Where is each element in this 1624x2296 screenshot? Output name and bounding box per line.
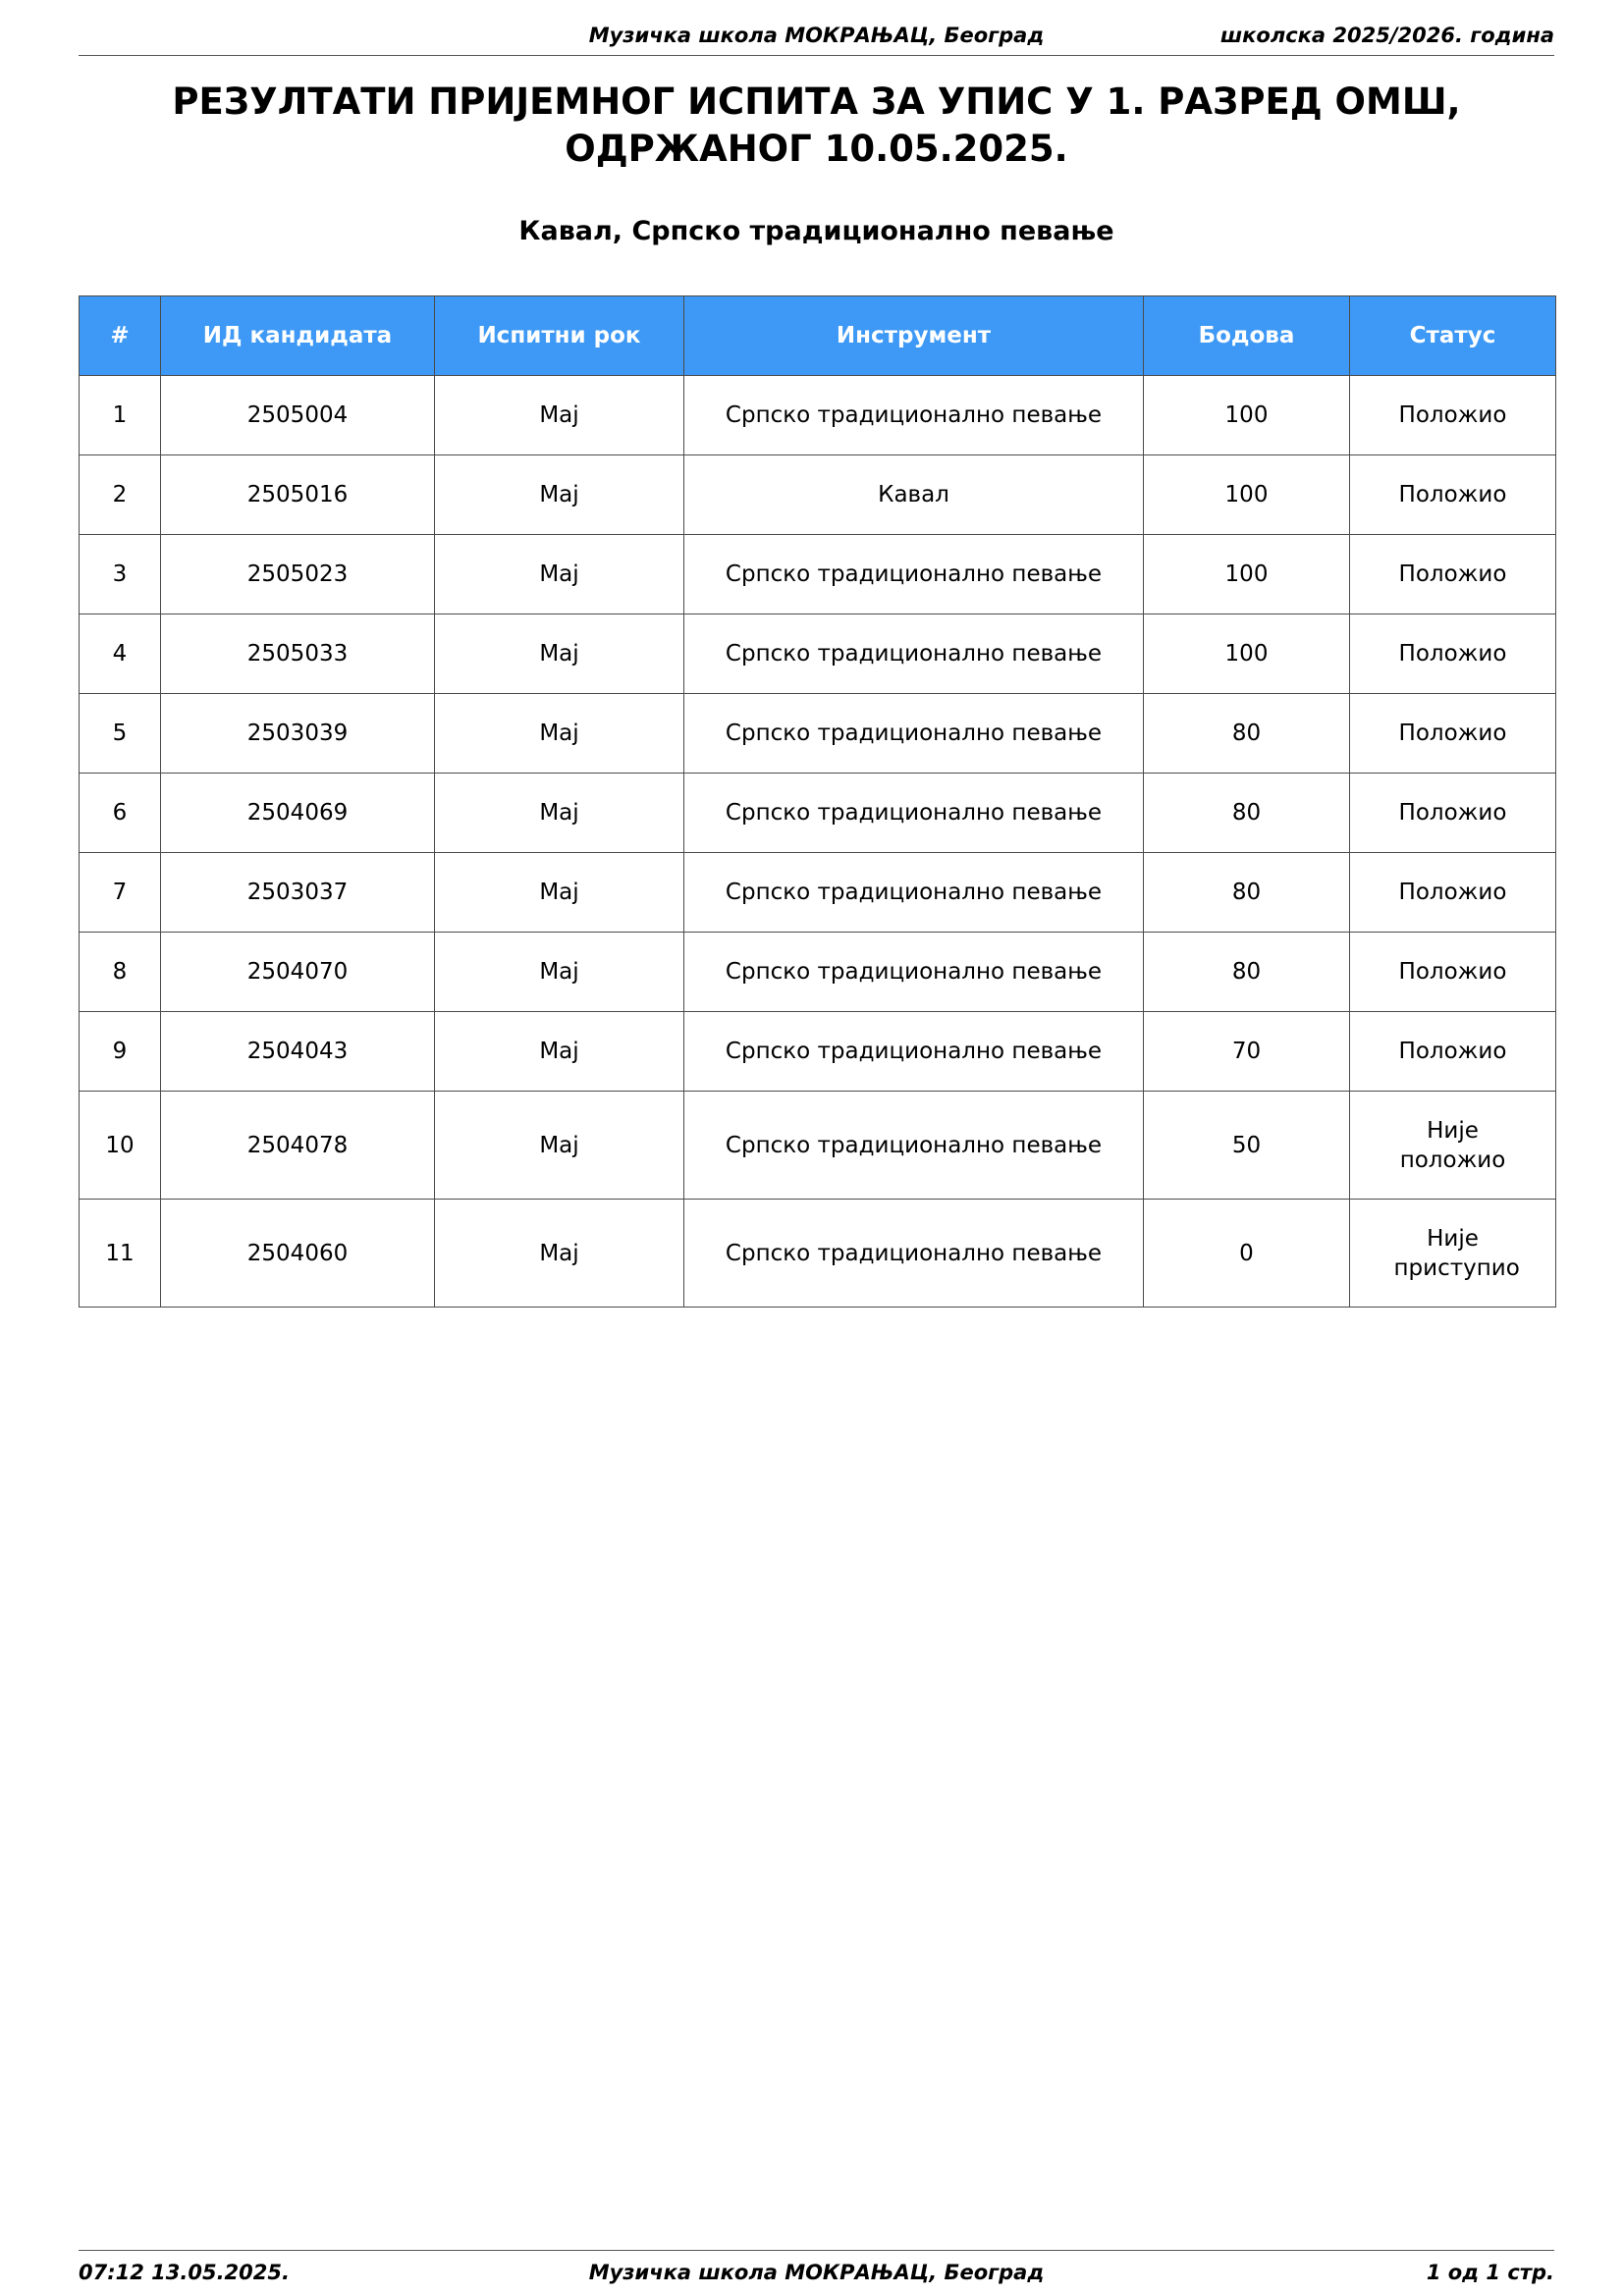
table-row	[80, 774, 1556, 853]
table-row	[80, 614, 1556, 694]
cell-status	[1350, 614, 1556, 694]
status-text: Није приступио	[1393, 1225, 1520, 1281]
status-text: Положио	[1398, 880, 1507, 905]
column-header-number: #	[80, 296, 161, 376]
cell-candidate-id: 2504060	[161, 1200, 435, 1308]
column-header-points: Бодова	[1144, 296, 1350, 376]
status-text: Положио	[1398, 800, 1507, 826]
status-text: Положио	[1398, 721, 1507, 746]
cell-exam-term: Мај	[435, 933, 684, 1012]
cell-instrument: Српско традиционално певање	[684, 376, 1144, 455]
document-title: РЕЗУЛТАТИ ПРИЈЕМНОГ ИСПИТА ЗА УПИС У 1. РАЗРЕД ОМШ, ОДРЖАНОГ 10.05.2025.	[172, 80, 1461, 170]
table-row	[80, 455, 1556, 535]
cell-candidate-id: 2505033	[161, 614, 435, 694]
cell-instrument: Српско традиционално певање	[684, 614, 1144, 694]
cell-number: 4	[80, 614, 161, 694]
cell-number: 11	[80, 1200, 161, 1308]
cell-exam-term: Мај	[435, 376, 684, 455]
cell-number: 1	[80, 376, 161, 455]
cell-status	[1350, 455, 1556, 535]
cell-points: 100	[1144, 376, 1350, 455]
cell-exam-term: Мај	[435, 1092, 684, 1200]
cell-points: 100	[1144, 535, 1350, 614]
cell-candidate-id: 2505004	[161, 376, 435, 455]
table-row	[80, 694, 1556, 774]
cell-instrument: Кавал	[684, 455, 1144, 535]
cell-points: 50	[1144, 1092, 1350, 1200]
footer-school-name: Музичка школа МОКРАЊАЦ, Београд	[588, 2261, 1045, 2284]
cell-exam-term: Мај	[435, 535, 684, 614]
table-header-row	[80, 296, 1556, 376]
table-row	[80, 853, 1556, 933]
footer-timestamp: 07:12 13.05.2025.	[79, 2261, 290, 2284]
cell-exam-term: Мај	[435, 614, 684, 694]
cell-points: 80	[1144, 694, 1350, 774]
cell-candidate-id: 2504070	[161, 933, 435, 1012]
cell-candidate-id: 2505016	[161, 455, 435, 535]
cell-instrument: Српско традиционално певање	[684, 535, 1144, 614]
cell-instrument: Српско традиционално певање	[684, 1092, 1144, 1200]
column-header-status: Статус	[1350, 296, 1556, 376]
table-row	[80, 1200, 1556, 1308]
cell-exam-term: Мај	[435, 455, 684, 535]
cell-number: 5	[80, 694, 161, 774]
status-text: Није положио	[1399, 1117, 1506, 1173]
cell-instrument: Српско традиционално певање	[684, 774, 1144, 853]
cell-number: 8	[80, 933, 161, 1012]
cell-candidate-id: 2504043	[161, 1012, 435, 1092]
cell-candidate-id: 2503039	[161, 694, 435, 774]
header-school-name: Музичка школа МОКРАЊАЦ, Београд	[588, 24, 1045, 47]
cell-exam-term: Мај	[435, 1200, 684, 1308]
page-header	[79, 22, 1554, 56]
cell-status	[1350, 853, 1556, 933]
status-text: Положио	[1398, 482, 1507, 507]
cell-status	[1350, 1092, 1556, 1200]
cell-status	[1350, 694, 1556, 774]
cell-exam-term: Мај	[435, 853, 684, 933]
cell-number: 7	[80, 853, 161, 933]
cell-candidate-id: 2503037	[161, 853, 435, 933]
cell-instrument: Српско традиционално певање	[684, 1012, 1144, 1092]
cell-status	[1350, 1200, 1556, 1308]
table-row	[80, 535, 1556, 614]
cell-exam-term: Мај	[435, 774, 684, 853]
status-text: Положио	[1398, 561, 1507, 587]
cell-number: 2	[80, 455, 161, 535]
cell-status	[1350, 535, 1556, 614]
table-row	[80, 1092, 1556, 1200]
table-row	[80, 376, 1556, 455]
cell-points: 70	[1144, 1012, 1350, 1092]
table-row	[80, 933, 1556, 1012]
column-header-instrument: Инструмент	[684, 296, 1144, 376]
cell-status	[1350, 1012, 1556, 1092]
page-footer	[79, 2250, 1554, 2284]
cell-points: 0	[1144, 1200, 1350, 1308]
cell-points: 80	[1144, 774, 1350, 853]
document-subtitle: Кавал, Српско традиционално певање	[518, 216, 1114, 246]
cell-number: 3	[80, 535, 161, 614]
cell-number: 6	[80, 774, 161, 853]
header-school-year: школска 2025/2026. година	[1219, 24, 1554, 47]
cell-candidate-id: 2505023	[161, 535, 435, 614]
cell-candidate-id: 2504069	[161, 774, 435, 853]
status-text: Положио	[1398, 402, 1507, 428]
cell-points: 80	[1144, 933, 1350, 1012]
table-row	[80, 1012, 1556, 1092]
cell-points: 80	[1144, 853, 1350, 933]
status-text: Положио	[1398, 959, 1507, 985]
cell-instrument: Српско традиционално певање	[684, 694, 1144, 774]
column-header-exam-term: Испитни рок	[435, 296, 684, 376]
cell-number: 10	[80, 1092, 161, 1200]
cell-points: 100	[1144, 455, 1350, 535]
footer-page-number: 1 од 1 стр.	[1426, 2261, 1554, 2284]
cell-status	[1350, 774, 1556, 853]
cell-status	[1350, 933, 1556, 1012]
cell-points: 100	[1144, 614, 1350, 694]
cell-instrument: Српско традиционално певање	[684, 933, 1144, 1012]
results-table	[79, 295, 1556, 1308]
status-text: Положио	[1398, 641, 1507, 667]
cell-number: 9	[80, 1012, 161, 1092]
cell-exam-term: Мај	[435, 1012, 684, 1092]
results-table-body	[80, 376, 1556, 1308]
column-header-candidate-id: ИД кандидата	[161, 296, 435, 376]
status-text: Положио	[1398, 1039, 1507, 1064]
cell-instrument: Српско традиционално певање	[684, 1200, 1144, 1308]
cell-candidate-id: 2504078	[161, 1092, 435, 1200]
cell-instrument: Српско традиционално певање	[684, 853, 1144, 933]
cell-exam-term: Мај	[435, 694, 684, 774]
cell-status	[1350, 376, 1556, 455]
